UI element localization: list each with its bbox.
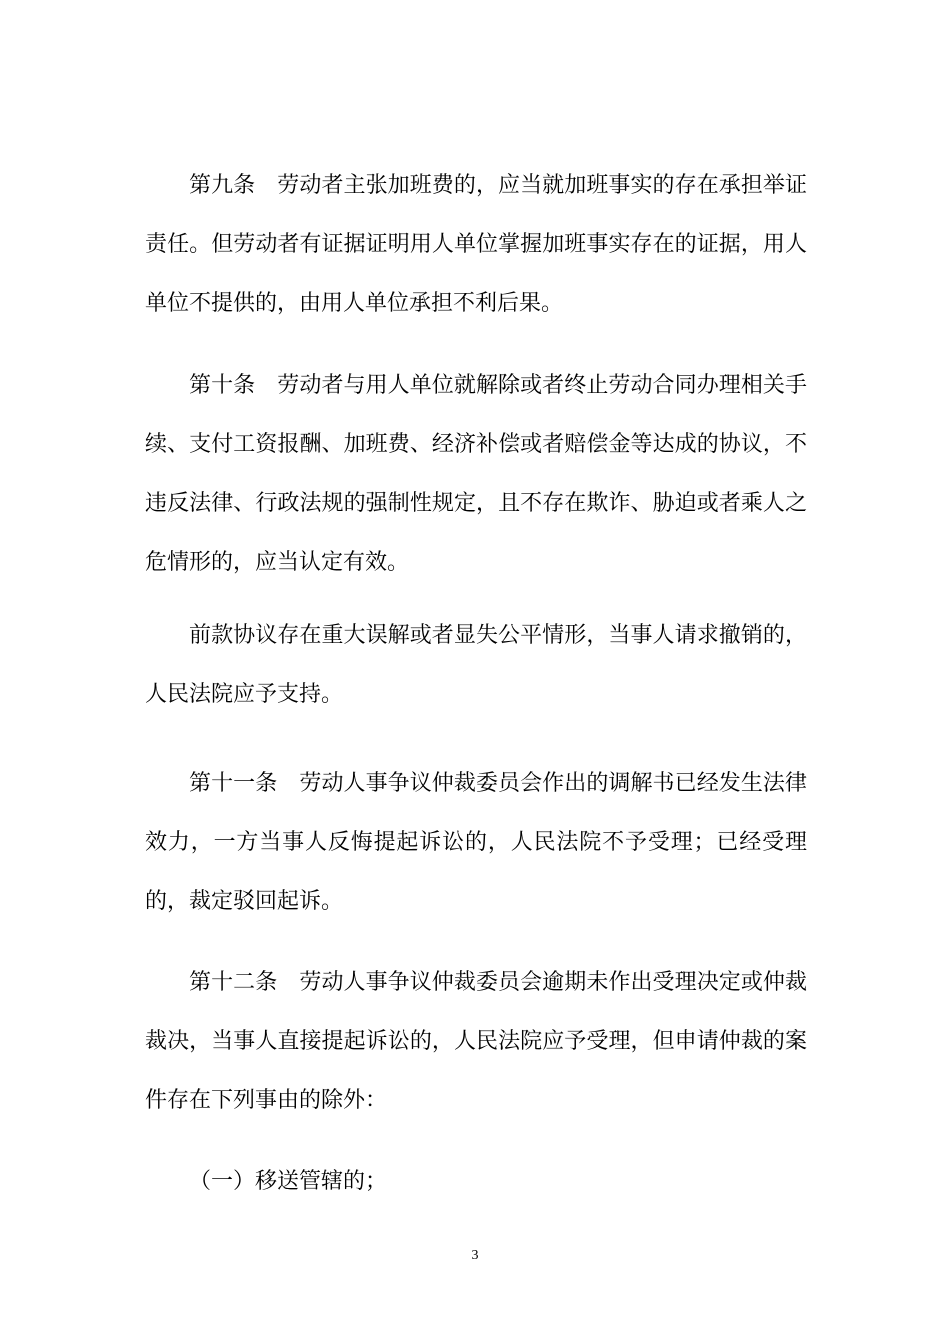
article-10-paragraph: 第十条 劳动者与用人单位就解除或者终止劳动合同办理相关手续、支付工资报酬、加班费、经济补偿或者赔偿金等达成的协议，不违反法律、行政法规的强制性规定，且不存在欺诈、胁迫或者乘人之危情形的，应当认定有效。 <box>145 373 807 575</box>
article-12-item-1: （一）移送管辖的； <box>189 1169 388 1194</box>
article-10-second-paragraph: 前款协议存在重大误解或者显失公平情形，当事人请求撤销的，人民法院应予支持。 <box>145 623 807 707</box>
article-11-paragraph: 第十一条 劳动人事争议仲裁委员会作出的调解书已经发生法律效力，一方当事人反悔提起诉讼的，人民法院不予受理；已经受理的，裁定驳回起诉。 <box>145 771 807 914</box>
article-9-paragraph: 第九条 劳动者主张加班费的，应当就加班事实的存在承担举证责任。但劳动者有证据证明用人单位掌握加班事实存在的证据，用人单位不提供的，由用人单位承担不利后果。 <box>145 173 807 316</box>
page-number: 3 <box>471 1248 479 1263</box>
article-12-paragraph: 第十二条 劳动人事争议仲裁委员会逾期未作出受理决定或仲裁裁决，当事人直接提起诉讼的，人民法院应予受理，但申请仲裁的案件存在下列事由的除外： <box>145 970 807 1113</box>
